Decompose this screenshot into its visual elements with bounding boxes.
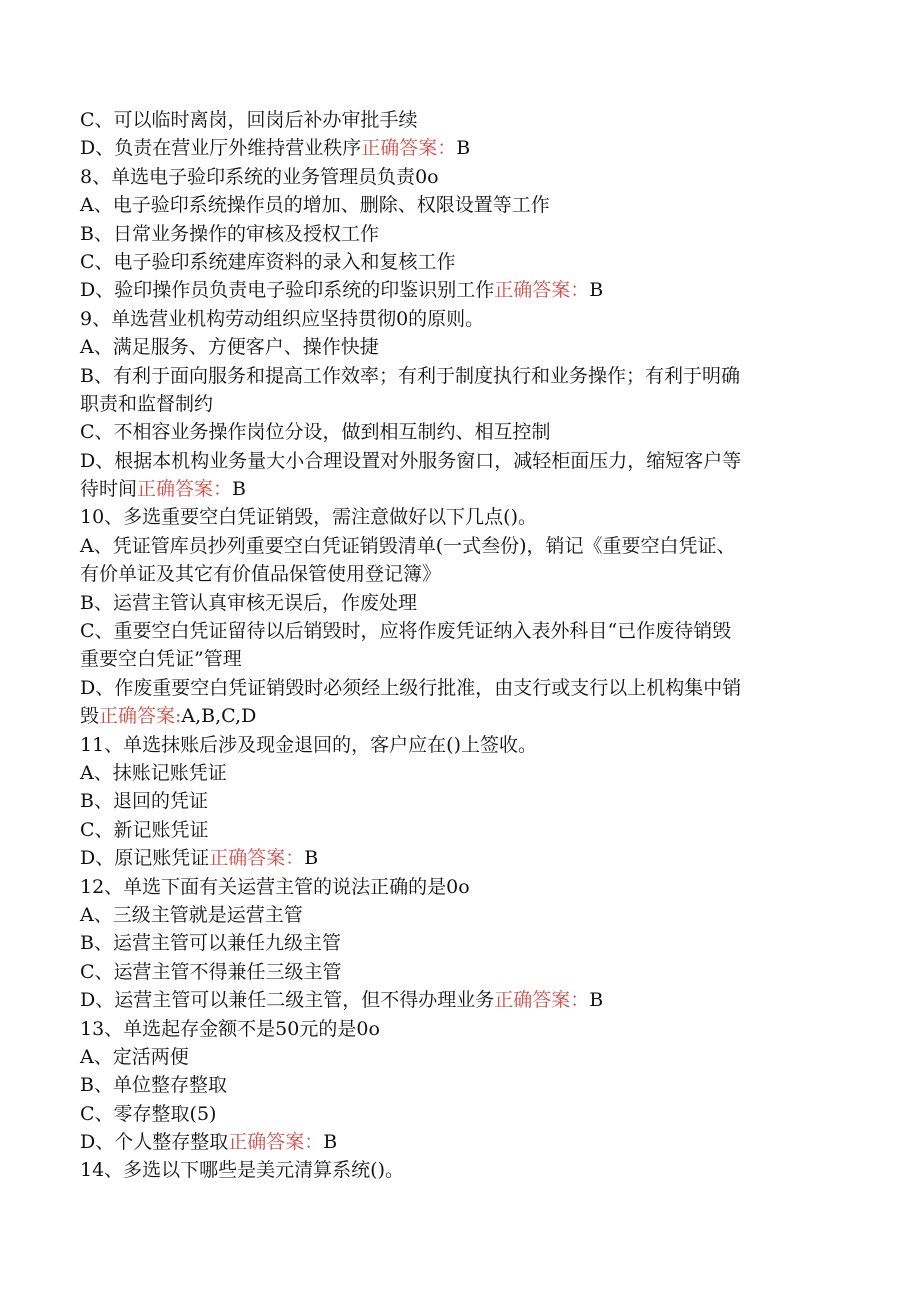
line-text: 9、单选营业机构劳动组织应坚持贯彻0的原则。 bbox=[80, 307, 485, 330]
answer-label: 正确答案： bbox=[494, 989, 590, 1012]
answer-value: B bbox=[323, 1131, 338, 1154]
line-text: A、抹账记账凭证 bbox=[80, 761, 227, 784]
text-line bbox=[80, 532, 860, 560]
text-line bbox=[80, 617, 860, 645]
text-line bbox=[80, 447, 860, 475]
answer-value: B bbox=[232, 478, 246, 501]
line-text: B、有利于面向服务和提高工作效率；有利于制度执行和业务操作；有利于明确 bbox=[80, 364, 740, 387]
line-text: 13、单选起存金额不是50元的是0o bbox=[80, 1017, 380, 1040]
line-text: A、电子验印系统操作员的增加、删除、权限设置等工作 bbox=[80, 194, 550, 217]
text-line bbox=[80, 1100, 860, 1128]
text-line bbox=[80, 220, 860, 248]
text-line bbox=[80, 560, 860, 588]
answer-label: 正确答案： bbox=[228, 1131, 324, 1154]
text-line bbox=[80, 816, 860, 844]
text-line bbox=[80, 1043, 860, 1071]
answer-label: 正确答案: bbox=[99, 705, 182, 728]
document-page bbox=[80, 106, 860, 1185]
text-line bbox=[80, 248, 860, 276]
line-text: 12、单选下面有关运营主管的说法正确的是0o bbox=[80, 875, 470, 898]
line-text: B、单位整存整取 bbox=[80, 1074, 227, 1097]
text-line bbox=[80, 1071, 860, 1099]
text-line bbox=[80, 844, 860, 872]
line-text: D、负责在营业厅外维持营业秩序 bbox=[80, 137, 362, 160]
answer-value: B bbox=[456, 137, 471, 160]
text-line bbox=[80, 589, 860, 617]
text-line bbox=[80, 106, 860, 134]
question-line bbox=[80, 873, 860, 901]
line-text: C、电子验印系统建库资料的录入和复核工作 bbox=[80, 250, 456, 273]
question-line bbox=[80, 731, 860, 759]
line-text: A、定活两便 bbox=[80, 1045, 189, 1068]
line-text: D、原记账凭证 bbox=[80, 847, 210, 870]
answer-label: 正确答案： bbox=[361, 137, 457, 160]
line-text: 职责和监督制约 bbox=[80, 392, 214, 415]
text-line bbox=[80, 390, 860, 418]
line-text: A、三级主管就是运营主管 bbox=[80, 903, 303, 926]
line-text: B、退回的凭证 bbox=[80, 790, 208, 813]
line-text: A、凭证管库员抄列重要空白凭证销毁清单(一式叁份)，销记《重要空白凭证、 bbox=[80, 534, 736, 557]
line-text: 待时间 bbox=[80, 478, 138, 501]
text-line bbox=[80, 276, 860, 304]
text-line bbox=[80, 362, 860, 390]
line-text: C、运营主管不得兼任三级主管 bbox=[80, 960, 342, 983]
question-line bbox=[80, 1156, 860, 1184]
line-text: C、新记账凭证 bbox=[80, 818, 209, 841]
line-text: C、零存整取(5) bbox=[80, 1102, 217, 1125]
text-line bbox=[80, 787, 860, 815]
line-text: C、不相容业务操作岗位分设，做到相互制约、相互控制 bbox=[80, 421, 551, 444]
answer-value: B bbox=[304, 847, 319, 870]
line-text: B、运营主管可以兼任九级主管 bbox=[80, 932, 341, 955]
line-text: B、运营主管认真审核无误后，作废处理 bbox=[80, 591, 417, 614]
line-text: 毁 bbox=[80, 705, 100, 728]
line-text: D、运营主管可以兼任二级主管，但不得办理业务 bbox=[80, 989, 495, 1012]
question-line bbox=[80, 305, 860, 333]
text-line bbox=[80, 986, 860, 1014]
line-text: D、作废重要空白凭证销毁时必须经上级行批准，由支行或支行以上机构集中销 bbox=[80, 676, 742, 699]
line-text: 8、单选电子验印系统的业务管理员负责0o bbox=[80, 165, 439, 188]
answer-label: 正确答案： bbox=[494, 279, 590, 302]
text-line bbox=[80, 1128, 860, 1156]
text-line bbox=[80, 418, 860, 446]
line-text: 11、单选抹账后涉及现金退回的，客户应在()上签收。 bbox=[80, 733, 538, 756]
answer-value: A,B,C,D bbox=[181, 705, 257, 728]
answer-value: B bbox=[589, 279, 604, 302]
line-text: B、日常业务操作的审核及授权工作 bbox=[80, 222, 379, 245]
question-line bbox=[80, 1015, 860, 1043]
answer-label: 正确答案： bbox=[137, 478, 233, 501]
line-text: A、满足服务、方便客户、操作快捷 bbox=[80, 336, 379, 359]
text-line bbox=[80, 702, 860, 730]
text-line bbox=[80, 958, 860, 986]
line-text: C、可以临时离岗，回岗后补办审批手续 bbox=[80, 109, 418, 131]
text-line bbox=[80, 134, 860, 162]
line-text: 重要空白凭证”管理 bbox=[80, 648, 242, 671]
line-text: 14、多选以下哪些是美元清算系统()。 bbox=[80, 1159, 405, 1182]
question-line bbox=[80, 503, 860, 531]
answer-value: B bbox=[589, 989, 604, 1012]
line-text: D、个人整存整取 bbox=[80, 1131, 229, 1154]
line-text: D、根据本机构业务量大小合理设置对外服务窗口，减轻柜面压力，缩短客户等 bbox=[80, 449, 742, 472]
question-line bbox=[80, 163, 860, 191]
text-line bbox=[80, 475, 860, 503]
line-text: D、验印操作员负责电子验印系统的印鉴识别工作 bbox=[80, 279, 495, 302]
text-line bbox=[80, 929, 860, 957]
text-line bbox=[80, 645, 860, 673]
text-line bbox=[80, 333, 860, 361]
text-line bbox=[80, 901, 860, 929]
text-line bbox=[80, 191, 860, 219]
answer-label: 正确答案： bbox=[209, 847, 305, 870]
line-text: 10、多选重要空白凭证销毁，需注意做好以下几点()。 bbox=[80, 506, 538, 529]
text-line bbox=[80, 674, 860, 702]
line-text: 有价单证及其它有价值品保管使用登记簿》 bbox=[80, 563, 442, 586]
line-text: C、重要空白凭证留待以后销毁时，应将作废凭证纳入表外科目“已作废待销毁 bbox=[80, 620, 732, 643]
text-line bbox=[80, 759, 860, 787]
